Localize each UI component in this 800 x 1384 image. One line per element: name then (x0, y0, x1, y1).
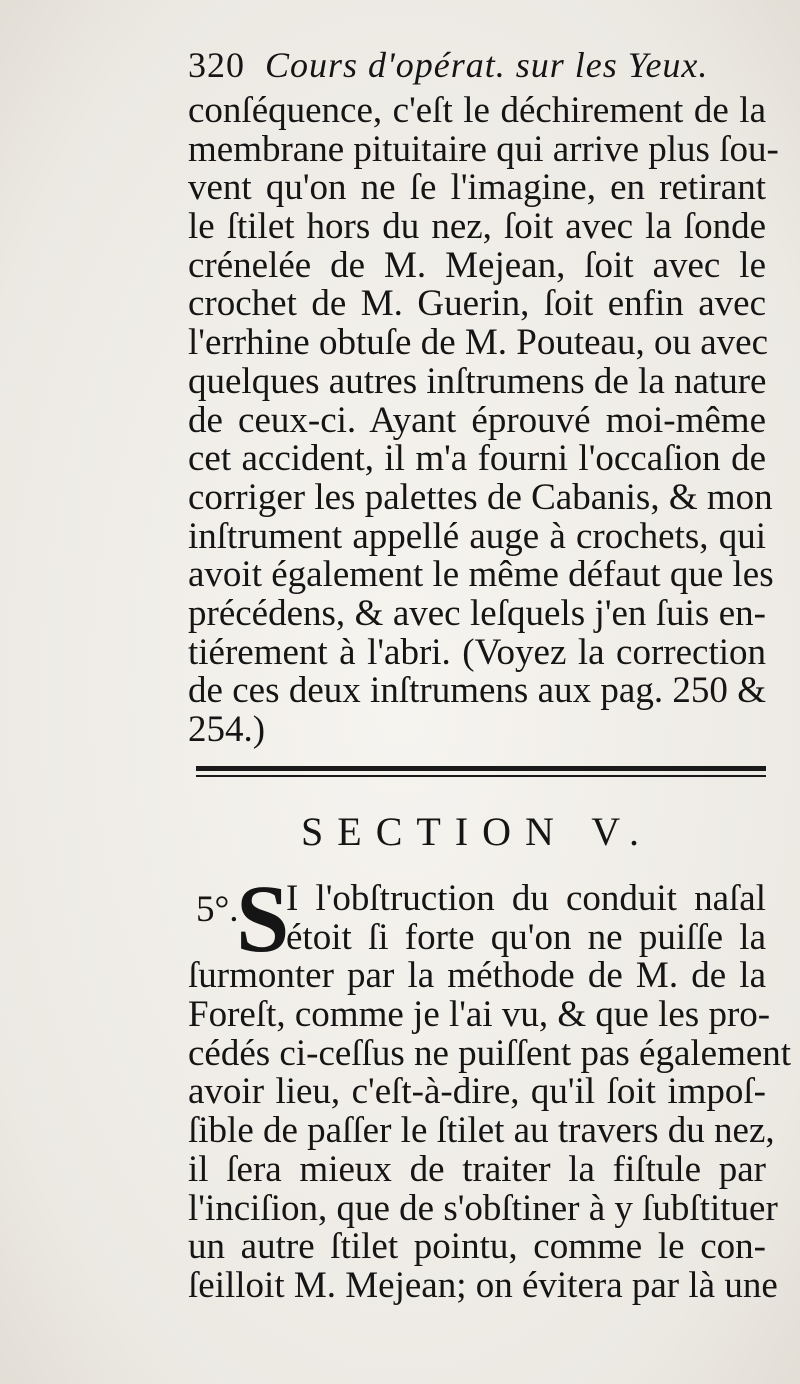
text-line: I l'obſtruction du conduit naſal (286, 878, 766, 919)
text-line: ſeilloit M. Mejean; on évitera par là une (188, 1264, 778, 1306)
text-line: tiérement à l'abri. (Voyez la correction (188, 631, 766, 673)
text-line: membrane pituitaire qui arrive plus ſou- (188, 128, 779, 170)
text-line: avoit également le même défaut que les (188, 554, 774, 596)
text-line: étoit ſi forte qu'on ne puiſſe la (286, 916, 766, 958)
text-line: corriger les palettes de Cabanis, & mon (188, 476, 773, 518)
paragraph-continued (188, 90, 779, 750)
section-number: 5°. (196, 889, 239, 930)
page-number: 320 (188, 45, 245, 85)
text-line: quelques autres inſtrumens de la nature (188, 360, 767, 402)
text-line: crénelée de M. Mejean, ſoit avec le (188, 244, 766, 286)
running-header (188, 44, 768, 90)
text-line: précédens, & avec leſquels j'en ſuis en- (188, 592, 766, 634)
text-line: cet accident, il m'a fourni l'occaſion de (188, 438, 766, 480)
text-line: vent qu'on ne ſe l'imagine, en retirant (188, 167, 766, 209)
text-line: le ſtilet hors du nez, ſoit avec la ſonde (188, 206, 766, 248)
text-line: crochet de M. Guerin, ſoit enfin avec (188, 283, 766, 325)
section-divider-thin (196, 775, 766, 777)
text-line: de ceux-ci. Ayant éprouvé moi-même (188, 399, 766, 441)
text-line: ſible de paſſer le ſtilet au travers du nez, (188, 1110, 775, 1152)
text-line: de ces deux inſtrumens aux pag. 250 & (188, 670, 766, 712)
section-divider-thick (196, 766, 766, 771)
text-line: avoir lieu, c'eſt-à-dire, qu'il ſoit impoſ- (188, 1071, 766, 1113)
text-line: un autre ſtilet pointu, comme le con- (188, 1226, 766, 1268)
text-line: inſtrument appellé auge à crochets, qui (188, 515, 766, 557)
text-line: 254.) (188, 709, 266, 750)
section-title: SECTION V. (301, 809, 653, 854)
text-line: l'errhine obtuſe de M. Pouteau, ou avec (188, 322, 768, 364)
text-line: l'inciſion, que de s'obſtiner à y ſubſtituer (188, 1187, 778, 1229)
running-title: Cours d'opérat. sur les Yeux. (265, 45, 709, 85)
section-paragraph (188, 878, 792, 1306)
text-line: conſéquence, c'eſt le déchirement de la (188, 90, 766, 131)
text-line: cédés ci-ceſſus ne puiſſent pas également (188, 1032, 792, 1074)
text-line: ſurmonter par la méthode de M. de la (188, 955, 766, 997)
drop-cap: S (236, 865, 290, 972)
text-line: il ſera mieux de traiter la fiſtule par (188, 1148, 766, 1190)
text-line: Foreſt, comme je l'ai vu, & que les pro- (188, 994, 771, 1036)
